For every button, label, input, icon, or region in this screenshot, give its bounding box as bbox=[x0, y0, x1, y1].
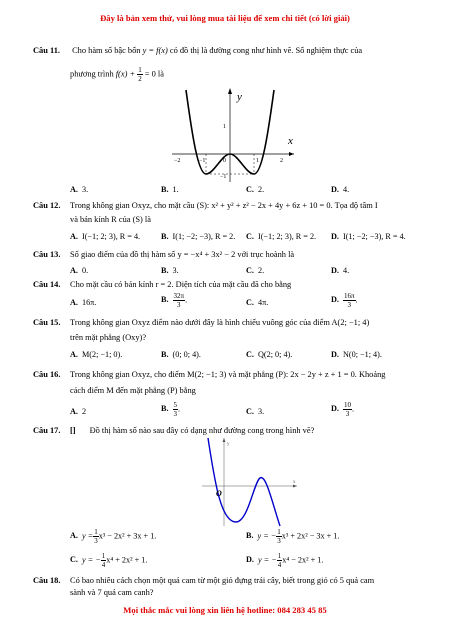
q16-line1 bbox=[33, 370, 385, 379]
q11-option-b[interactable]: B. 1. bbox=[161, 185, 179, 194]
q12-text-a: Trong không gian Oxyz, cho mặt cầu (S): x² + y² + z² − 2x + 4y + 6z + 10 = 0. Tọa độ tâm I bbox=[70, 201, 378, 210]
q11-option-d[interactable]: D. 4. bbox=[331, 185, 350, 194]
q12-number: Câu 12. bbox=[33, 201, 61, 210]
q13-option-b[interactable]: B. 3. bbox=[161, 266, 179, 275]
q13-option-d[interactable]: D. 4. bbox=[331, 266, 350, 275]
q14-number: Câu 14. bbox=[33, 280, 61, 289]
q17-text: Đồ thị hàm số nào sau đây có dạng như đường cong trong hình vẽ? bbox=[89, 426, 315, 435]
q16-option-d[interactable]: D. $\frac{10}{3}$ . bbox=[331, 401, 355, 418]
q12-line2: và bán kính R của (S) là bbox=[70, 215, 151, 224]
q11-text-b: có đồ thị là đường cong như hình vẽ. Số nghiệm thực của bbox=[169, 46, 363, 55]
tick-x-0: −2 bbox=[174, 158, 181, 164]
q14-option-c[interactable]: C. 4π. bbox=[246, 298, 269, 307]
preview-banner: Đây là bản xem thử, vui lòng mua tài liệu để xem chi tiết (có lời giải) bbox=[100, 13, 350, 23]
q17-number: Câu 17. bbox=[33, 426, 61, 435]
q13-number: Câu 13. bbox=[33, 250, 61, 259]
q14-option-b[interactable]: B. $\frac{32\pi}{3}$ . bbox=[161, 292, 188, 309]
q11-expr-b: f(x) + bbox=[115, 69, 136, 79]
q18-line2: sành và 7 quả cam canh? bbox=[70, 588, 154, 597]
q14-option-a[interactable]: A. 16π. bbox=[70, 298, 97, 307]
q14-line1 bbox=[33, 280, 291, 289]
q18-number: Câu 18. bbox=[33, 576, 61, 585]
q16-number: Câu 16. bbox=[33, 370, 61, 379]
q13-option-c[interactable]: C. 2. bbox=[246, 266, 265, 275]
q11-graph bbox=[168, 86, 298, 186]
q11-text-d: = 0 là bbox=[144, 69, 164, 79]
q15-text-a: Trong không gian Oxyz điểm nào dưới đây là hình chiếu vuông góc của điểm A(2; −1; 4) bbox=[70, 318, 370, 327]
q14-option-d[interactable]: D. $\frac{16\pi}{3}$ . bbox=[331, 292, 358, 309]
q11-line2 bbox=[70, 66, 164, 83]
q15-line1 bbox=[33, 318, 369, 327]
q16-option-b[interactable]: B. $\frac{5}{3}$ . bbox=[161, 401, 181, 418]
q17-bracket: [] bbox=[70, 426, 76, 435]
q17-y-label: y bbox=[227, 442, 230, 447]
q16-line2: cách điểm M đến mặt phẳng (P) bằng bbox=[70, 386, 196, 395]
q16-option-c[interactable]: C. 3. bbox=[246, 407, 265, 416]
tick-x-2: 0 bbox=[223, 158, 226, 164]
q11-fraction: $\frac{1}{2}$ bbox=[138, 66, 142, 83]
q17-graph bbox=[200, 436, 300, 528]
q15-option-a[interactable]: A. M(2; −1; 0). bbox=[70, 350, 123, 359]
q13-text: Số giao điểm của đồ thị hàm số y = −x⁴ + 3x² − 2 với trục hoành là bbox=[70, 250, 295, 259]
q12-option-a[interactable]: A. I(−1; 2; 3), R = 4. bbox=[70, 232, 141, 241]
q12-option-c[interactable]: C. I(−1; 2; 3), R = 2. bbox=[246, 232, 317, 241]
q11-line1 bbox=[33, 46, 362, 55]
q11-expr-a: y = f(x) bbox=[142, 46, 168, 55]
tick-y-0: 1 bbox=[223, 124, 226, 130]
q15-number: Câu 15. bbox=[33, 318, 61, 327]
q17-option-c[interactable]: C. y = − $\frac{1}{4}$ x⁴ + 2x² + 1. bbox=[70, 552, 148, 569]
q18-text-a: Có bao nhiêu cách chọn một quả cam từ một giỏ đựng trái cây, biết trong giỏ có 5 quả cam bbox=[70, 576, 375, 585]
q11-text-a: Cho hàm số bậc bốn bbox=[72, 46, 141, 55]
q18-line1 bbox=[33, 576, 374, 585]
q13-option-a[interactable]: A. 0. bbox=[70, 266, 89, 275]
q13-line1 bbox=[33, 250, 294, 259]
q17-option-a[interactable]: A. y = $\frac{1}{3}$ x³ − 2x² + 3x + 1. bbox=[70, 528, 157, 545]
q16-option-a[interactable]: A. 2 bbox=[70, 407, 87, 416]
q15-line2: trên mặt phẳng (Oxy)? bbox=[70, 333, 147, 342]
q11-text-c: phương trình bbox=[70, 69, 114, 79]
q12-option-b[interactable]: B. I(1; −2; −3), R = 2. bbox=[161, 232, 236, 241]
q17-option-b[interactable]: B. y = − $\frac{1}{3}$ x³ + 2x² − 3x + 1. bbox=[246, 528, 340, 545]
q15-option-d[interactable]: D. N(0; −1; 4). bbox=[331, 350, 382, 359]
q17-option-d[interactable]: D. y = − $\frac{1}{4}$ x⁴ − 2x² + 1. bbox=[246, 552, 324, 569]
q17-line1 bbox=[33, 426, 314, 435]
tick-x-1: −1 bbox=[199, 158, 206, 164]
q11-option-a[interactable]: A. 3. bbox=[70, 185, 89, 194]
tick-x-4: 2 bbox=[280, 158, 283, 164]
q15-option-b[interactable]: B. (0; 0; 4). bbox=[161, 350, 201, 359]
q12-line1 bbox=[33, 201, 378, 210]
q17-x-label: x bbox=[293, 480, 296, 485]
q12-option-d[interactable]: D. I(1; −2; −3), R = 4. bbox=[331, 232, 406, 241]
q11-x-label: x bbox=[288, 135, 293, 147]
q15-option-c[interactable]: C. Q(2; 0; 4). bbox=[246, 350, 293, 359]
q14-text: Cho mặt cầu có bán kính r = 2. Diện tích của mặt cầu đã cho bằng bbox=[70, 280, 292, 289]
q11-option-c[interactable]: C. 2. bbox=[246, 185, 265, 194]
q11-number: Câu 11. bbox=[33, 46, 60, 55]
hotline-footer: Mọi thắc mắc vui lòng xin liên hệ hotline: 084 283 45 85 bbox=[123, 605, 327, 615]
q17-origin-label: O bbox=[216, 489, 222, 498]
tick-x-3: 1 bbox=[256, 158, 259, 164]
tick-y-1: −1 bbox=[220, 174, 227, 180]
q11-y-label: y bbox=[237, 91, 242, 103]
q16-text-a: Trong không gian Oxyz, cho điểm M(2; −1; 3) và mặt phẳng (P): 2x − 2y + z + 1 = 0. Khoảng bbox=[70, 370, 386, 379]
